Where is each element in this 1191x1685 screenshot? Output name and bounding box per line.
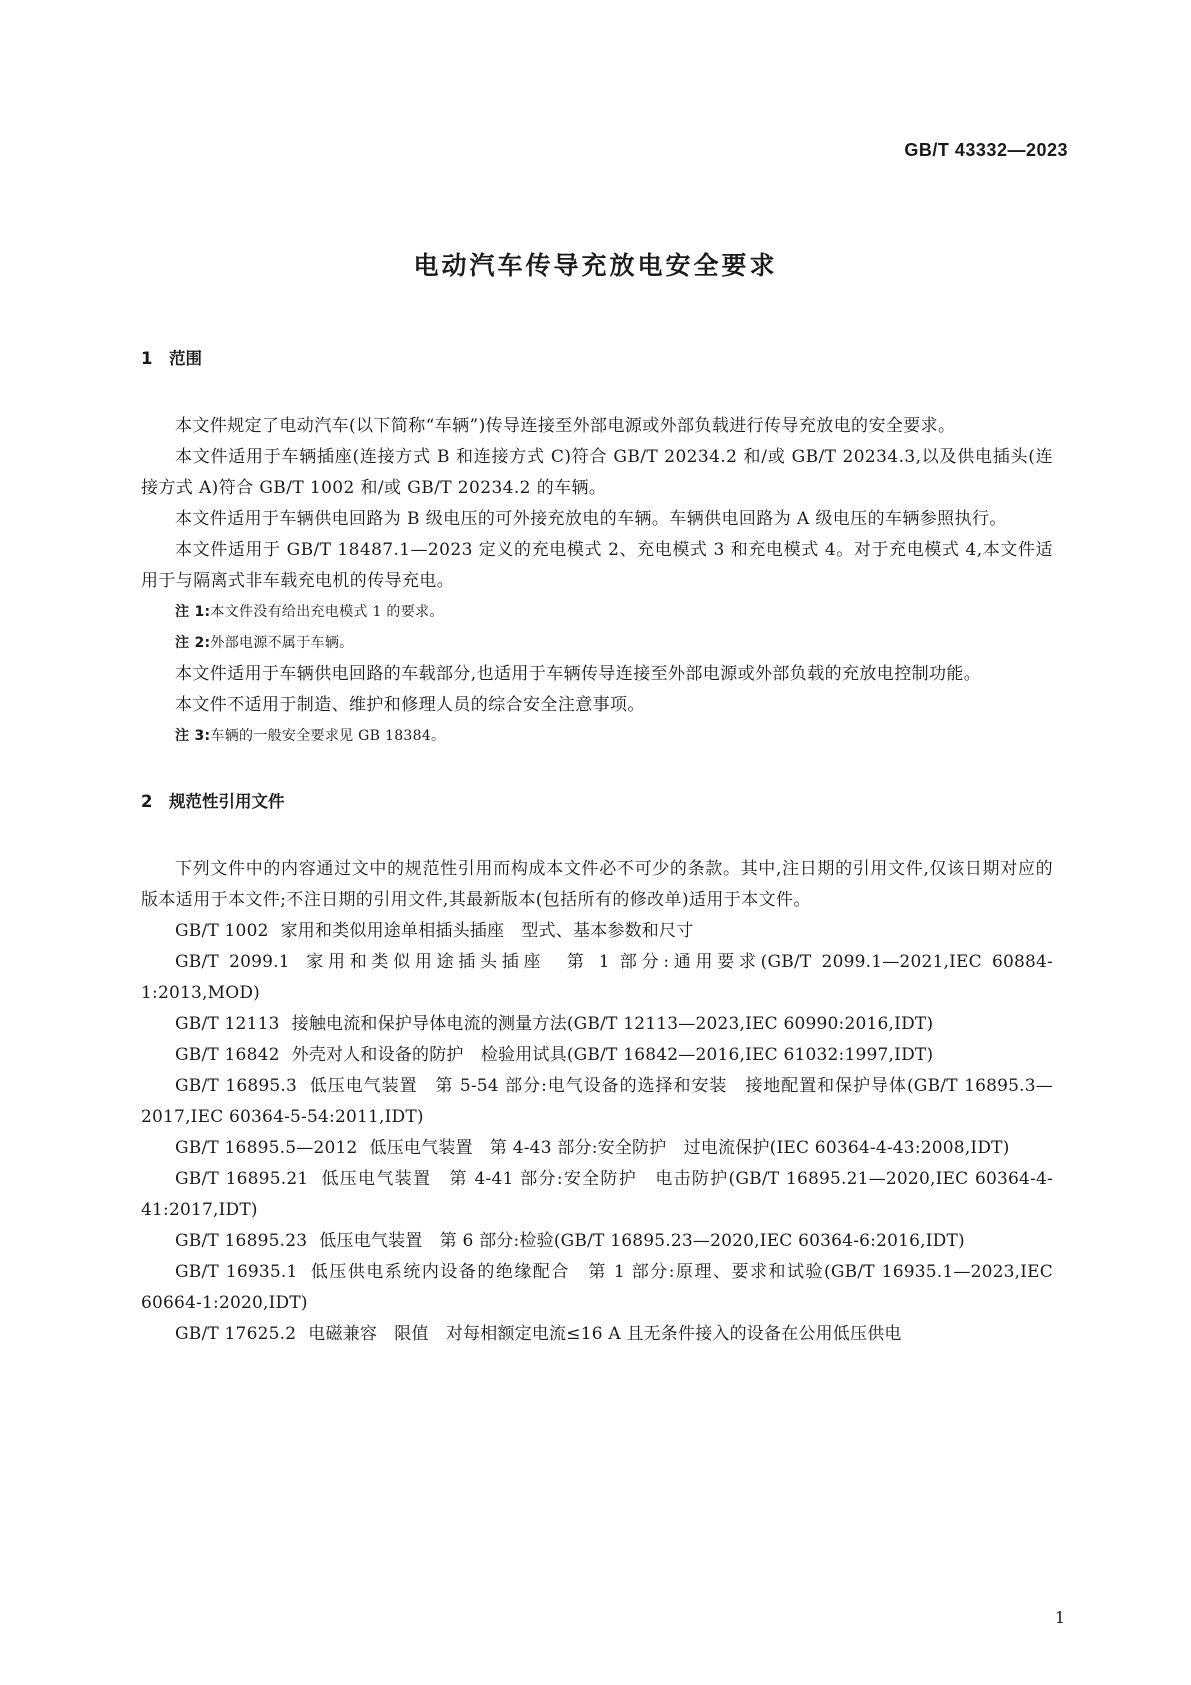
reference-item bbox=[141, 1133, 1053, 1164]
reference-code: GB/T 16895.3 bbox=[175, 1076, 298, 1096]
note-text: 本文件没有给出充电模式 1 的要求。 bbox=[210, 604, 444, 620]
reference-item bbox=[141, 1009, 1053, 1040]
reference-text: 电磁兼容 限值 对每相额定电流≤16 A 且无条件接入的设备在公用低压供电 bbox=[308, 1324, 902, 1344]
note-text: 车辆的一般安全要求见 GB 18384。 bbox=[210, 728, 446, 744]
scope-paragraph-3: 本文件适用于车辆供电回路为 B 级电压的可外接充放电的车辆。车辆供电回路为 A 级电压的车辆参照执行。 bbox=[175, 509, 1007, 529]
standard-code: GB/T 43332—2023 bbox=[904, 140, 1068, 160]
reference-item bbox=[141, 1040, 1053, 1071]
scope-paragraph-4: 本文件适用于 GB/T 18487.1—2023 定义的充电模式 2、充电模式 3 和充电模式 4。对于充电模式 4,本文件适用于与隔离式非车载充电机的传导充电。 bbox=[141, 540, 1053, 591]
note-text: 外部电源不属于车辆。 bbox=[210, 635, 354, 651]
scope-paragraph-5: 本文件适用于车辆供电回路的车载部分,也适用于车辆传导连接至外部电源或外部负载的充放电控制功能。 bbox=[175, 664, 982, 684]
reference-code: GB/T 16842 bbox=[175, 1045, 280, 1065]
reference-text: 接触电流和保护导体电流的测量方法(GB/T 12113—2023,IEC 60990:2016,IDT) bbox=[291, 1014, 934, 1034]
page-number: 1 bbox=[1054, 1608, 1065, 1627]
reference-text: 低压电气装置 第 4-43 部分:安全防护 过电流保护(IEC 60364-4-43:2008,IDT) bbox=[369, 1138, 1010, 1158]
reference-text: 低压电气装置 第 4-41 部分:安全防护 电击防护(GB/T 16895.21—2020,IEC 60364-4-41:2017,IDT) bbox=[141, 1169, 1053, 1220]
note-2 bbox=[141, 628, 1053, 659]
note-1 bbox=[141, 597, 1053, 628]
reference-code: GB/T 2099.1 bbox=[175, 952, 290, 972]
reference-code: GB/T 16895.21 bbox=[175, 1169, 309, 1189]
reference-item bbox=[141, 1071, 1053, 1133]
scope-paragraph-1: 本文件规定了电动汽车(以下简称“车辆”)传导连接至外部电源或外部负载进行传导充放电的安全要求。 bbox=[175, 416, 956, 436]
reference-item bbox=[141, 1164, 1053, 1226]
note-label: 注 3: bbox=[175, 728, 211, 744]
document-title: 电动汽车传导充放电安全要求 bbox=[413, 251, 778, 280]
section-number: 1 bbox=[141, 349, 153, 368]
reference-code: GB/T 1002 bbox=[175, 921, 269, 941]
section-number: 2 bbox=[141, 792, 153, 811]
reference-code: GB/T 12113 bbox=[175, 1014, 280, 1034]
reference-item bbox=[141, 1257, 1053, 1319]
reference-code: GB/T 16935.1 bbox=[175, 1262, 298, 1282]
note-label: 注 2: bbox=[175, 635, 211, 651]
reference-text: 低压电气装置 第 5-54 部分:电气设备的选择和安装 接地配置和保护导体(GB/T 16895.3—2017,IEC 60364-5-54:2011,IDT) bbox=[141, 1076, 1053, 1127]
reference-item bbox=[141, 916, 1053, 947]
section-title: 范围 bbox=[169, 349, 202, 368]
reference-item bbox=[141, 1319, 1053, 1350]
reference-item bbox=[141, 1226, 1053, 1257]
reference-text: 外壳对人和设备的防护 检验用试具(GB/T 16842—2016,IEC 61032:1997,IDT) bbox=[291, 1045, 934, 1065]
note-label: 注 1: bbox=[175, 604, 211, 620]
reference-text: 低压供电系统内设备的绝缘配合 第 1 部分:原理、要求和试验(GB/T 16935.1—2023,IEC 60664-1:2020,IDT) bbox=[141, 1262, 1053, 1313]
reference-item bbox=[141, 947, 1053, 1009]
document-body bbox=[141, 345, 1053, 1350]
scope-paragraph-6: 本文件不适用于制造、维护和修理人员的综合安全注意事项。 bbox=[175, 695, 645, 715]
references-intro: 下列文件中的内容通过文中的规范性引用而构成本文件必不可少的条款。其中,注日期的引用文件,仅该日期对应的版本适用于本文件;不注日期的引用文件,其最新版本(包括所有的修改单)适用于本文件。 bbox=[141, 859, 1053, 910]
reference-text: 家用和类似用途单相插头插座 型式、基本参数和尺寸 bbox=[280, 921, 694, 941]
reference-text: 低压电气装置 第 6 部分:检验(GB/T 16895.23—2020,IEC 60364-6:2016,IDT) bbox=[319, 1231, 965, 1251]
section-title: 规范性引用文件 bbox=[169, 792, 285, 811]
reference-text: 家用和类似用途插头插座 第 1 部分:通用要求(GB/T 2099.1—2021,IEC 60884-1:2013,MOD) bbox=[141, 952, 1053, 1003]
reference-code: GB/T 16895.23 bbox=[175, 1231, 308, 1251]
reference-code: GB/T 16895.5—2012 bbox=[175, 1138, 358, 1158]
section-heading-normative-references bbox=[141, 788, 1053, 816]
reference-code: GB/T 17625.2 bbox=[175, 1324, 297, 1344]
note-3 bbox=[141, 721, 1053, 752]
scope-paragraph-2: 本文件适用于车辆插座(连接方式 B 和连接方式 C)符合 GB/T 20234.2 和/或 GB/T 20234.3,以及供电插头(连接方式 A)符合 GB/T 1002 和/或 GB/T 20234.2 的车辆。 bbox=[141, 447, 1053, 498]
section-heading-scope bbox=[141, 345, 1053, 373]
